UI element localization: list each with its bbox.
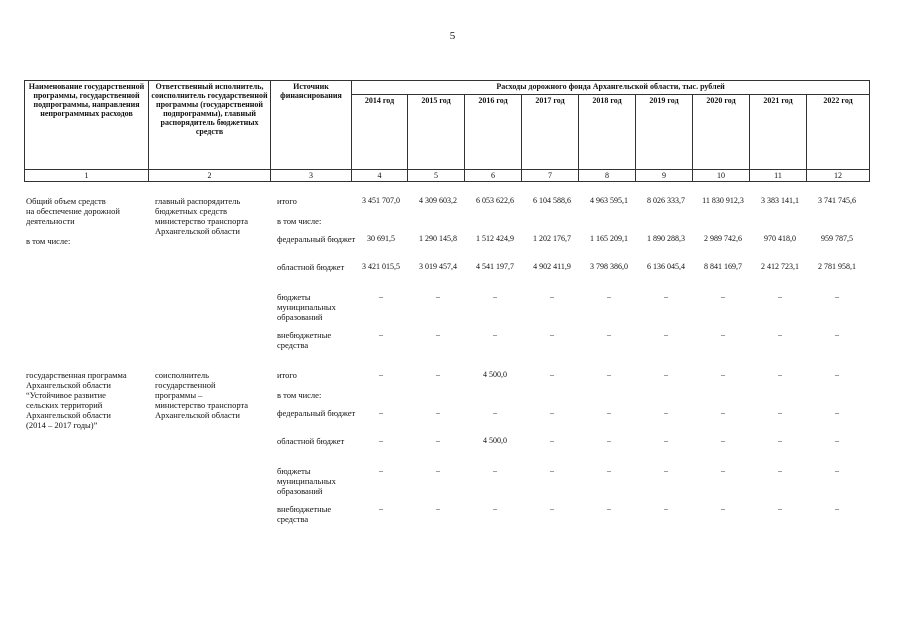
table-cell-value: – [550,504,554,513]
year-header: 2018 год [579,95,636,170]
header-col-source: Источник финансирования [271,81,352,170]
table-cell-value: – [379,466,383,475]
header-col-responsible: Ответственный исполнитель, соисполнитель государственной программы (государственной подпрограммы), главный распорядитель бюджетных средств [149,81,271,170]
responsible-line: министерство транспорта [155,400,249,410]
funding-source: внебюджетные средства [277,330,332,350]
header-col-name: Наименование государственной программы, государственной подпрограммы, направления непрограммных расходов [25,81,149,170]
program-name-line: (2014 – 2017 годы)” [26,420,98,430]
responsible-line: министерство транспорта [155,216,249,226]
column-number: 12 [807,170,870,182]
table-cell-value: – [721,466,725,475]
table-cell-value: – [835,370,839,379]
table-cell-value: – [436,370,440,379]
table-cell-value: 2 412 723,1 [761,262,799,271]
table-cell-value: – [493,466,497,475]
table-cell-value: 3 383 141,1 [761,196,799,205]
table-cell-value: 3 019 457,4 [419,262,457,271]
table-cell-value: 1 512 424,9 [476,234,514,243]
table-cell-value: – [436,330,440,339]
funding-source: областной бюджет [277,262,345,272]
column-number: 11 [750,170,807,182]
responsible-line: соисполнитель [155,370,209,380]
table-cell-value: – [493,292,497,301]
table-cell-value: 4 963 595,1 [590,196,628,205]
funding-source: бюджеты муниципальных образований [277,466,336,496]
table-cell-value: 6 053 622,6 [476,196,514,205]
funding-source: областной бюджет [277,436,345,446]
header-table [24,80,870,182]
year-header: 2020 год [693,95,750,170]
funding-source: федеральный бюджет [277,234,356,244]
table-cell-value: – [607,504,611,513]
column-number: 2 [149,170,271,182]
table-cell-value: – [436,504,440,513]
table-cell-value: 1 890 288,3 [647,234,685,243]
table-cell-value: 6 136 045,4 [647,262,685,271]
responsible-executor [155,370,273,420]
table-cell-value: – [493,330,497,339]
table-cell-value: 1 290 145,8 [419,234,457,243]
table-cell-value: – [379,504,383,513]
table-cell-value: – [721,330,725,339]
table-cell-value: – [835,504,839,513]
column-number: 9 [636,170,693,182]
program-name-line: деятельности [26,216,75,226]
table-cell-value: – [436,436,440,445]
table-cell-value: – [607,436,611,445]
responsible-line: государственной [155,380,216,390]
table-cell-value: – [721,408,725,417]
responsible-line: программы – [155,390,203,400]
column-number: 6 [465,170,522,182]
table-cell-value: – [664,370,668,379]
responsible-line: бюджетных средств [155,206,227,216]
table-cell-value: – [379,436,383,445]
table-cell-value: 3 798 386,0 [590,262,628,271]
table-cell-value: – [778,330,782,339]
header-group-title: Расходы дорожного фонда Архангельской области, тыс. рублей [352,81,870,95]
table-cell-value: 6 104 588,6 [533,196,571,205]
table-cell-value: – [664,466,668,475]
responsible-line: главный распорядитель [155,196,241,206]
table-cell-value: 2 989 742,6 [704,234,742,243]
table-cell-value: – [778,292,782,301]
year-header: 2019 год [636,95,693,170]
page-number: 5 [449,30,456,42]
table-cell-value: 8 026 333,7 [647,196,685,205]
year-header: 2022 год [807,95,870,170]
table-cell-value: 2 781 958,1 [818,262,856,271]
column-number: 3 [271,170,352,182]
table-cell-value: 959 787,5 [821,234,853,243]
table-cell-value: – [607,330,611,339]
table-cell-value: – [835,292,839,301]
table-cell-value: – [379,408,383,417]
table-cell-value: – [550,408,554,417]
program-name-line: на обеспечение дорожной [26,206,120,216]
year-header: 2016 год [465,95,522,170]
table-cell-value: – [835,466,839,475]
table-cell-value: – [607,408,611,417]
year-header: 2017 год [522,95,579,170]
program-name-line: сельских территорий [26,400,103,410]
table-cell-value: – [607,466,611,475]
table-cell-value: 11 830 912,3 [702,196,744,205]
table-cell-value: – [664,292,668,301]
table-cell-value: – [721,370,725,379]
column-number: 1 [25,170,149,182]
table-cell-value: – [550,330,554,339]
program-name-extra: в том числе: [26,236,71,246]
table-cell-value: 4 902 411,9 [533,262,571,271]
table-cell-value: 3 741 745,6 [818,196,856,205]
table-cell-value: 30 691,5 [367,234,395,243]
column-number: 8 [579,170,636,182]
funding-source: бюджеты муниципальных образований [277,292,336,322]
table-cell-value: – [493,408,497,417]
table-cell-value: – [778,370,782,379]
table-cell-value: 1 202 176,7 [533,234,571,243]
funding-source: в том числе: [277,390,322,400]
year-header: 2014 год [352,95,408,170]
column-number: 4 [352,170,408,182]
table-cell-value: – [436,408,440,417]
responsible-line: Архангельской области [155,226,240,236]
table-cell-value: – [778,504,782,513]
column-number: 10 [693,170,750,182]
year-header: 2021 год [750,95,807,170]
table-cell-value: – [778,436,782,445]
program-name-line: государственная программа [26,370,127,380]
table-cell-value: 970 418,0 [764,234,796,243]
funding-source: в том числе: [277,216,322,226]
table-cell-value: 8 841 169,7 [704,262,742,271]
table-cell-value: 4 500,0 [483,436,507,445]
table-cell-value: – [436,292,440,301]
program-name-line: “Устойчивое развитие [26,390,106,400]
table-cell-value: – [379,292,383,301]
table-cell-value: – [550,466,554,475]
table-cell-value: 1 165 209,1 [590,234,628,243]
table-cell-value: – [835,436,839,445]
table-cell-value: – [607,370,611,379]
table-cell-value: 3 421 015,5 [362,262,400,271]
table-cell-value: 3 451 707,0 [362,196,400,205]
table-cell-value: – [664,330,668,339]
table-cell-value: – [379,330,383,339]
funding-source: итого [277,196,297,206]
column-number: 7 [522,170,579,182]
table-cell-value: 4 500,0 [483,370,507,379]
program-name [26,196,150,246]
table-cell-value: – [778,466,782,475]
responsible-executor [155,196,273,236]
funding-source: внебюджетные средства [277,504,332,524]
program-name-line: Общий объем средств [26,196,106,206]
funding-source: итого [277,370,297,380]
column-number: 5 [408,170,465,182]
program-name-line: Архангельской области [26,410,111,420]
table-cell-value: – [607,292,611,301]
table-cell-value: – [778,408,782,417]
table-cell-value: – [550,436,554,445]
responsible-line: Архангельской области [155,410,240,420]
table-cell-value: – [664,436,668,445]
table-cell-value: – [721,292,725,301]
table-cell-value: – [379,370,383,379]
program-name [26,370,150,430]
table-cell-value: – [664,504,668,513]
funding-source: федеральный бюджет [277,408,356,418]
table-cell-value: – [721,504,725,513]
year-header: 2015 год [408,95,465,170]
program-name-line: Архангельской области [26,380,111,390]
table-cell-value: – [721,436,725,445]
table-cell-value: 4 541 197,7 [476,262,514,271]
table-cell-value: 4 309 603,2 [419,196,457,205]
table-cell-value: – [493,504,497,513]
table-cell-value: – [436,466,440,475]
table-cell-value: – [835,330,839,339]
table-cell-value: – [664,408,668,417]
table-cell-value: – [550,292,554,301]
table-cell-value: – [835,408,839,417]
table-cell-value: – [550,370,554,379]
